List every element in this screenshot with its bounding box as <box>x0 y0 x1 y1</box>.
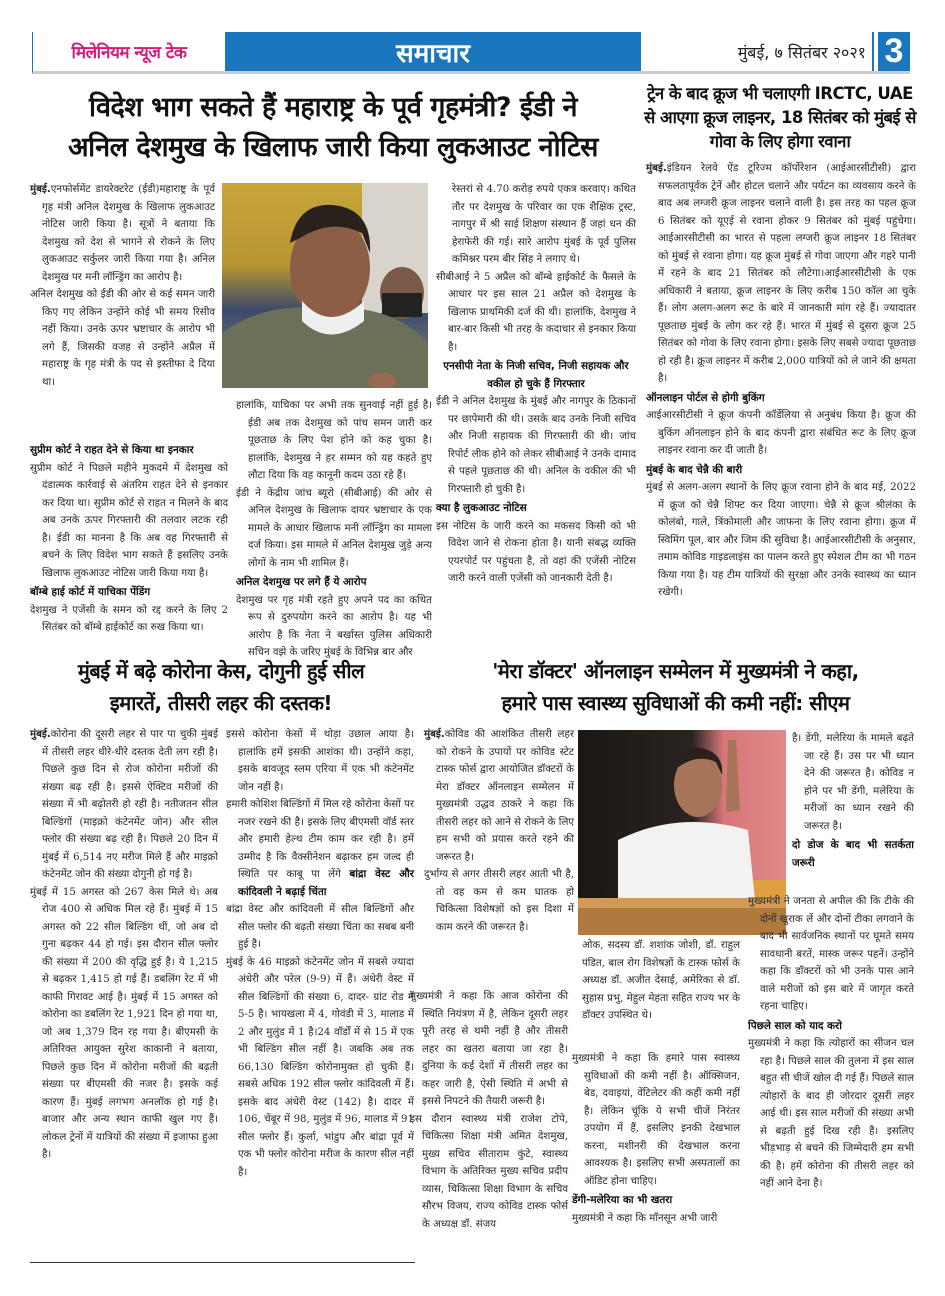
article4-headline-line2: हमारे पास स्वास्थ्य सुविधाओं की कमी नहीं: सीएम <box>501 691 850 715</box>
article3-p4 <box>226 796 414 901</box>
photo-anil-deshmukh <box>222 183 428 388</box>
article3-subheading-bandra: बांद्रा वेस्ट और कांदिवली ने बढ़ाई चिंता <box>238 868 414 898</box>
article3-column-1 <box>30 726 218 1164</box>
section-title: समाचार <box>225 32 641 71</box>
article4-column-3 <box>792 730 914 872</box>
article4-column-1b <box>410 988 568 1233</box>
article4-column-2 <box>572 1050 740 1227</box>
article2-headline: ट्रेन के बाद क्रूज भी चलाएगी IRCTC, UAE से आएगा क्रूज लाइनर, 18 सितंबर को मुंबई से गोवा के लिए होगा रवाना <box>644 84 916 151</box>
brand-logo: मिलेनियम न्यूज टेक <box>71 43 187 63</box>
article3-p2: मुंबई में 15 अगस्त को 267 केस मिले थे। अब रोज 400 से अधिक मिल रहे हैं। मुंबई में 15 अगस्त को 22 सील बिल्डिंग थीं, जो अब दो गुना बढ़कर 44 हो गई। इस दौरान सील फ्लोर की संख्या में 200 की वृद्धि हुई है। ये 1,215 से बढ़कर 1,415 हो गई हैं। डबलिंग रेट में भी काफी गिरावट आई है। मुंबई में 15 अगस्त को कोरोना का डबलिंग रेट 1,921 दिन हो गया था, जो अब 1,379 दिन रह गया है। बीएमसी के अतिरिक्त आयुक्त सुरेश काकानी ने बताया, पिछले कुछ दिन में कोरोना मरीजों की बढ़ती संख्या पर बीएमसी की नजर है। इसके कई कारण हैं। मुंबई लगभग अनलॉक हो गई है। बाजार और अन्य स्थान काफी खुल गए हैं। लोकल ट्रेनों में यात्रियों की संख्या में इजाफा हुआ है। <box>30 886 218 1160</box>
article2-p1-text: इंडियन रेलवे ऐंड टूरिज्म कॉर्पोरेशन (आईआरसीटीसी) द्वारा सफलतापूर्वक ट्रेनें और होटल चलाने और पर्यटन का व्यवसाय करने के बाद अब लग्जरी क्रूज लाइनर चलाने वाली है। इस तरह का पहल क्रूज 6 सितंबर को यूएई से रवाना होकर 9 सितंबर को मुंबई पहुंचेगा। आईआरसीटीसी का भारत से पहला लग्जरी क्रूज लाइनर 18 सितंबर को मुंबई से रवाना होगा। यह क्रूज मुंबई से गोवा जाएगा और गहरे पानी में रहने के बाद 21 सितंबर को लौटेगा।आईआरसीटीसी के एक अधिकारी ने बताया, क्रूज लाइनर के लिए करीब 150 कॉल आ चुके हैं। लोग अलग-अलग रूट के बारे में जानकारी मांग रहे हैं। ज्यादातर पूछताछ मुंबई के लोग कर रहे हैं। भारत में मुंबई से दूसरा क्रूज 25 सितंबर को गोवा के लिए रवाना होगा। इसके लिए सबसे ज्यादा पूछताछ हो रही है। क्रूज लाइनर में करीब 2,000 यात्रियों को ले जाने की क्षमता है। <box>658 163 916 384</box>
article3-headline-line1: मुंबई में बढ़े कोरोना केस, दोगुनी हुई सील <box>77 659 365 683</box>
article1-p10: ईडी ने अनिल देशमुख के मुंबई और नागपुर के ठिकानों पर छापेमारी की थी। उसके बाद उनके निजी सचिव और निजी सहायक की गिरफ्तारी की थी। जांच रिपोर्ट लीक होने को लेकर सीबीआई ने उनके दामाद से पहले पूछताछ की थी। अनिल के वकील की भी गिरफ्तारी हो चुकी है। <box>436 396 636 495</box>
article1-p4: देशमुख ने एजेंसी के समन को रद्द करने के लिए 2 सितंबर को बॉम्बे हाईकोर्ट का रुख किया था। <box>30 604 228 633</box>
article4-p7: मुख्यमंत्री ने कहा कि मॉनसून अभी जारी <box>572 1212 718 1224</box>
article4-p8: है। डेंगी, मलेरिया के मामले बढ़ते जा रहे हैं। उस पर भी ध्यान देने की जरूरत है। कोविड न होने पर भी डेंगी, मलेरिया के मरीजों का ध्यान रखने की जरूरत है। <box>792 733 914 832</box>
article4-subheading-two-doses: दो डोज के बाद भी सतर्कता जरूरी <box>792 839 914 869</box>
article1-p6: ईडी ने केंद्रीय जांच ब्यूरो (सीबीआई) की ओर से अनिल देशमुख के खिलाफ दायर भ्रष्टाचार के एक मामले के आधार खिलाफ मनी लॉन्ड्रिंग का मामला दर्ज किया। इस मामले में अनिल देशमुख जुड़े अन्य लोगों के नाम भी शामिल हैं। <box>236 487 432 569</box>
article3-p6: मुंबई के 46 माइक्रो कंटेनमेंट जोन में सबसे ज्यादा अंधेरी और परेल (9-9) में हैं। अंधेरी वेस्ट में सील बिल्डिंगों की संख्या 6, दादर- ग्रांट रोड में 5-5 है। भायखला में 4, गोवंडी में 3, मालाड में 2 और मुलुंड में 1 है।24 वॉर्डों में से 15 में एक भी बिल्डिंग सील नहीं है। जबकि अब तक 66,130 बिल्डिंग कोरोनामुक्त हो चुकी हैं। सबसे अधिक 192 सील फ्लोर कांदिवली में हैं। इसके बाद अंधेरी वेस्ट (142) है। दादर में 106, चेंबूर में 98, मुलुंड में 96, मालाड में 91 सील फ्लोर हैं। कुर्ला, भांडुप और बांद्रा पूर्व में एक भी फ्लोर कोरोना मरीज के कारण सील नहीं है। <box>226 956 414 1178</box>
article1-p5: हालांकि, याचिका पर अभी तक सुनवाई नहीं हुई है। ईडी अब तक देशमुख को पांच समन जारी कर पूछताछ के लिए पेश होने को कह चुका है। हालांकि, देशमुख ने हर सम्मन को यह कहते हुए लौटा दिया कि वह कानूनी कदम उठा रहे हैं। <box>236 400 432 481</box>
masthead <box>32 32 910 74</box>
article1-subheading-lookout: क्या है लुकआउट नोटिस <box>436 502 527 514</box>
article4-p1 <box>424 726 574 866</box>
article4-subheading-last-year: पिछले साल को याद करो <box>748 1019 842 1032</box>
article4-column-3b <box>748 893 914 1193</box>
article1-column-2 <box>236 397 432 662</box>
article1-p7: देशमुख पर गृह मंत्री रहते हुए अपने पद का कथित रूप से दुरुपयोग करने का आरोप है। यह भी आरोप है कि नेता ने बर्खास्त पुलिस अधिकारी सचिन वझे के जरिए मुंबई के विभिन्न बार और <box>236 594 432 658</box>
page-number: 3 <box>874 32 910 71</box>
article1-headline <box>28 88 638 168</box>
article1-column-1 <box>30 181 215 391</box>
article2-p3: मुंबई से अलग-अलग स्थानों के लिए क्रूज रवाना होने के बाद मई, 2022 में क्रूज को चेन्नै शिफ्ट कर दिया जाएगा। चेन्नै से क्रूज श्रीलंका के कोलंबो, गाले, त्रिंकोमाली और जाफना के लिए रवाना होगा। क्रूज में स्विमिंग पूल, बार और जिम की सुविधा है। आईआरसीटीसी के अनुसार, तमाम कोविड गाइडलाइंस का पालन करते हुए स्पेशल टीम का भी गठन किया गया है। यह टीम यात्रियों की सुरक्षा और उनके स्वास्थ्य का ध्यान रखेगी। <box>646 482 916 598</box>
article1-subheading-arrests: एनसीपी नेता के निजी सचिव, निजी सहायक और वकील हो चुके हैं गिरफ्तार <box>443 360 629 390</box>
article1-p8: रेस्तरां से 4.70 करोड़ रुपये एकत्र करवाए। कथित तौर पर देशमुख के परिवार का एक शैक्षिक ट्रस्ट, नागपुर में श्री साई शिक्षण संस्थान हैं जहां धन की हेराफेरी की गई। सारे आरोप मुंबई के पूर्व पुलिस कमिश्नर परम बीर सिंह ने लगाए थे। <box>452 184 636 265</box>
article1-headline-line2: अनिल देशमुख के खिलाफ जारी किया लुकआउट नोटिस <box>68 132 598 163</box>
article3-headline <box>22 655 420 719</box>
article4-p4: इस दौरान स्वास्थ्य मंत्री राजेश टोपे, चिकित्सा शिक्षा मंत्री अमित देशमुख, मुख्य सचिव सीताराम कुंटे, स्वास्थ्य विभाग के अतिरिक्त मुख्य सचिव प्रदीप व्यास, चिकित्सा शिक्षा विभाग के सचिव सौरभ विजय, राज्य कोविड टास्क फोर्स के अध्यक्ष डॉ. संजय <box>410 1113 568 1230</box>
article4-headline <box>428 655 923 719</box>
article3-dateline: मुंबई. <box>30 729 51 740</box>
article3-p1 <box>30 726 218 884</box>
article3-bottom-rule <box>30 1262 415 1263</box>
article4-p9: मुख्यमंत्री ने जनता से अपील की कि टीके की दोनों खुराक लें और दोनों टीका लगवाने के बाद भी सार्वजनिक स्थानों पर घूमते समय सावधानी बरतें, मास्क जरूर पहनें। उन्होंने कहा कि डॉक्टरों को भी उनके पास आने वाले मरीजों को इस बारे में जागृत करते रहना चाहिए। <box>748 896 914 1012</box>
article1-p3: सुप्रीम कोर्ट ने पिछले महीने मुकदमे में देशमुख को दंडात्मक कार्रवाई से अंतरिम राहत देने से इनकार कर दिया था। सुप्रीम कोर्ट से राहत न मिलने के बाद अब उनके ऊपर गिरफ्तारी की तलवार लटक रही है। ईडी का मानना है कि अब वह गिरफ्तारी से बचने के लिए विदेश भाग सकते हैं इसलिए उनके खिलाफ लुकआउट नोटिस जारी किया गया है। <box>30 462 228 579</box>
article4-headline-line1: 'मेरा डॉक्टर' ऑनलाइन सम्मेलन में मुख्यमंत्री ने कहा, <box>492 659 859 683</box>
article2-body <box>646 160 916 602</box>
article4-p3: मुख्यमंत्री ने कहा कि आज कोरोना की स्थिति नियंत्रण में है, लेकिन दूसरी लहर पूरी तरह से थमी नहीं है और तीसरी लहर का खतरा बताया जा रहा है। दुनिया के कई देशों में तीसरी लहर का कहर जारी है, ऐसी स्थिति में अभी से इससे निपटने की तैयारी जरूरी है। <box>410 991 568 1107</box>
article3-p5: बांद्रा वेस्ट और कांदिवली में सील बिल्डिंगों और सील फ्लोर की बढ़ती संख्या चिंता का सबब बनी हुई है। <box>226 904 414 950</box>
article4-p5: ओक, सदस्य डॉ. शशांक जोशी, डॉ. राहुल पंडित, बाल रोग विशेषज्ञों के टास्क फोर्स के अध्यक्ष डॉ. अजीत देसाई, अमेरिका से डॉ. सुहास प्रभु, मेहुल मेहता सहित राज्य भर के डॉक्टर उपस्थित थे। <box>582 940 740 1021</box>
person-speaking-icon <box>222 183 428 388</box>
article4-dateline: मुंबई. <box>424 729 445 740</box>
article1-headline-line1: विदेश भाग सकते हैं महाराष्ट्र के पूर्व गृहमंत्री? ईडी ने <box>89 92 577 123</box>
article2-p2: आईआरसीटीसी ने क्रूज कंपनी कॉर्डेलिया से अनुबंध किया है। क्रूज की बुकिंग ऑनलाइन होने के बाद कंपनी द्वारा संबंधित रूट के लिए क्रूज लाइनर रवाना कर दी जाती है। <box>646 410 916 456</box>
article4-p10: मुख्यमंत्री ने कहा कि त्योहारों का सीजन चल रहा है। पिछले साल की तुलना में इस साल बहुत सी चीजें खोल दी गई हैं। पिछले साल त्योहारों के बाद ही जोरदार दूसरी लहर आई थी। इस साल मरीजों की संख्या अभी से बढ़ती हुई दिख रही है। इसलिए भीड़भाड़ से बचने की जिम्मेदारी हम सभी की है। हमें कोरोना की तीसरी लहर को नहीं आने देना है। <box>748 1038 914 1189</box>
article4-p6: मुख्यमंत्री ने कहा कि हमारे पास स्वास्थ्य सुविधाओं की कमी नहीं है। ऑक्सिजन, बेड, दवाइयां, वेंटिलेटर की कहीं कमी नहीं है। लेकिन चूंकि ये सभी चीजें निरंतर उपयोग में हैं, इसलिए इनकी देखभाल करना, मशीनरी की देखभाल करना आवश्यक है। इसलिए सभी अस्पतालों का ऑडिट होना चाहिए। <box>572 1053 740 1187</box>
article2-subheading-booking: ऑनलाइन पोर्टल से होगी बुकिंग <box>646 391 765 404</box>
article4-column-1 <box>424 726 574 936</box>
article1-column-3 <box>436 181 636 588</box>
article1-subheading-allegations: अनिल देशमुख पर लगे हैं ये आरोप <box>236 576 367 588</box>
article1-p2: अनिल देशमुख को ईडी की ओर से कई समन जारी किए गए लेकिन उन्होंने कोई भी समय रिसीव नहीं किया। उनके ऊपर भ्रष्टाचार के आरोप भी लगे हैं, जिसकी वजह से उन्होंने अप्रैल में महाराष्ट्र के गृह मंत्री के पद से इस्तीफा दे दिया था। <box>30 289 215 388</box>
article1-subheading-bombay-hc: बॉम्बे हाई कोर्ट में याचिका पेंडिंग <box>30 586 151 598</box>
article1-column-1b <box>30 440 228 637</box>
article3-p4-text: हमारी कोशिश बिल्डिंगों में मिल रहे कोरोना केसों पर नजर रखने की है। इसके लिए बीएमसी वॉर्ड स्तर और हमारी हेल्थ टीम काम कर रही है। हमें उम्मीद है कि वैक्सीनेशन बढ़ाकर हम जल्द ही स्थिति पर काबू पा लेंगे <box>226 799 414 880</box>
article2-dateline: मुंबई. <box>646 163 667 174</box>
article1-paragraph <box>30 181 215 286</box>
article2-p1 <box>646 160 916 388</box>
article3-headline-line2: इमारतें, तीसरी लहर की दस्तक! <box>109 691 333 715</box>
article4-p1-text: कोविड की आशंकित तीसरी लहर को रोकने के उपायों पर कोविड स्टेट टास्क फोर्स द्वारा आयोजित डॉक्टरों के मेरा डॉक्टर ऑनलाइन सम्मेलन में मुख्यमंत्री उद्धव ठाकरे ने कहा कि तीसरी लहर को आने से रोकने के लिए हम सभी को प्रयास करते रहने की जरूरत है। <box>436 729 574 863</box>
article4-subheading-dengue: डेंगी-मलेरिया का भी खतरा <box>572 1194 673 1206</box>
article3-p1-text: कोरोना की दूसरी लहर से पार पा चुकी मुंबई में तीसरी लहर धीरे-धीरे दस्तक देती लग रही है। पिछले कुछ दिन से रोज कोरोना मरीजों की संख्या बढ़ रही है। इससे ऐक्टिव मरीजों की संख्या में भी बढ़ोतरी हो रही है। नतीजतन सील बिल्डिंगों (माइक्रो कंटेनमेंट जोन) और सील फ्लोर की संख्या बढ़ रही है। पिछले 20 दिन में मुंबई में 6,514 नए मरीज मिले हैं और माइक्रो कंटेनमेंट जोन की संख्या दोगुनी हो गई है। <box>42 729 218 880</box>
issue-date: मुंबई, ७ सितंबर २०२१ <box>737 42 866 62</box>
article3-p3: इससे कोरोना केसों में थोड़ा उछाल आया है। हालांकि हमें इसकी आशंका थी। उन्होंने कहा, इसके बावजूद स्लम एरिया में एक भी कंटेनमेंट जोन नहीं है। <box>226 729 414 793</box>
article3-column-2 <box>226 726 414 1181</box>
article1-dateline: मुंबई. <box>30 184 51 195</box>
article1-p1: एनफोर्समेंट डायरेक्टरेट (ईडी)महाराष्ट्र के पूर्व गृह मंत्री अनिल देशमुख के खिलाफ लुकआउट नोटिस जारी किया है। सूत्रों ने बताया कि देशमुख को देश से भागने से रोकने के लिए लुकआउट सर्कुलर जारी किया गया है। अनिल देशमुख पर मनी लॉन्ड्रिंग का आरोप है। <box>42 184 215 283</box>
article2-subheading-chennai: मुंबई के बाद चेन्नै की बारी <box>646 463 743 476</box>
article4-p2: दुर्भाग्य से अगर तीसरी लहर आती भी है, तो वह कम से कम घातक हो चिकित्सा विशेषज्ञों को इस दिशा में काम करने की जरूरत है। <box>424 869 574 933</box>
article1-subheading-supreme-court: सुप्रीम कोर्ट ने राहत देने से किया था इनकार <box>30 444 194 456</box>
article1-p9: सीबीआई ने 5 अप्रैल को बॉम्बे हाईकोर्ट के फैसले के आधार पर इस साल 21 अप्रैल को देशमुख के खिलाफ प्राथमिकी दर्ज की थी। हालांकि, देशमुख ने बार-बार किसी भी तरह के कदाचार से इनकार किया है। <box>436 271 636 353</box>
article1-p11: इस नोटिस के जारी करने का मकसद किसी को भी विदेश जाने से रोकना होता है। यानी संबद्ध व्यक्ति एयरपोर्ट पर पहुंचता है, तो वहां की एजेंसी नोटिस जारी करने वाली एजेंसी को जानकारी देती है। <box>436 520 636 584</box>
